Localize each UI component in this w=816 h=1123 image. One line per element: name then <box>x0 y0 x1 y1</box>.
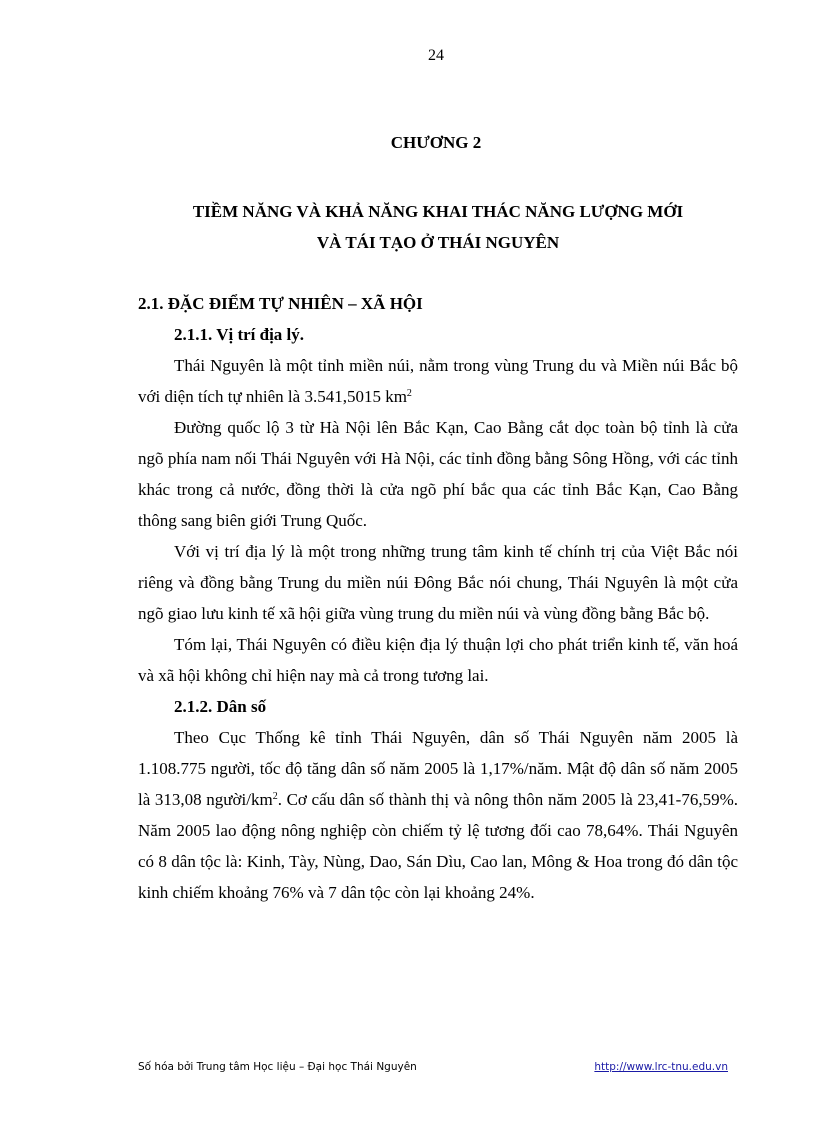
footer-credit: Số hóa bởi Trung tâm Học liệu – Đại học Thái Nguyên <box>138 1061 417 1073</box>
density-unit-superscript: 2 <box>272 791 278 802</box>
paragraph-population <box>138 722 738 908</box>
paragraph-highway: Đường quốc lộ 3 từ Hà Nội lên Bắc Kạn, Cao Bằng cắt dọc toàn bộ tỉnh là cửa ngõ phía nam nối Thái Nguyên với Hà Nội, các tỉnh đồng bằng Sông Hồng, với các tỉnh khác trong cả nước, đồng thời là cửa ngõ phí bắc qua các tỉnh Bắc Kạn, Cao Bằng thông sang biên giới Trung Quốc. <box>138 418 738 530</box>
section-heading-2-1: 2.1. ĐẶC ĐIỂM TỰ NHIÊN – XÃ HỘI <box>138 294 423 313</box>
chapter-title: CHƯƠNG 2 <box>390 133 482 152</box>
paragraph-summary: Tóm lại, Thái Nguyên có điều kiện địa lý thuận lợi cho phát triển kinh tế, văn hoá và xã hội không chỉ hiện nay mà cả trong tương lai. <box>138 635 738 685</box>
footer-website-link[interactable]: http://www.lrc-tnu.edu.vn <box>594 1061 728 1073</box>
paragraph-location-intro <box>138 350 738 412</box>
main-title-line-2: VÀ TÁI TẠO Ở THÁI NGUYÊN <box>316 233 560 252</box>
subsection-heading-2-1-1: 2.1.1. Vị trí địa lý. <box>174 325 305 344</box>
main-title-line-1: TIỀM NĂNG VÀ KHẢ NĂNG KHAI THÁC NĂNG LƯỢNG MỚI <box>192 202 684 221</box>
main-title <box>138 196 738 258</box>
paragraph-population-text-b: . Cơ cấu dân số thành thị và nông thôn năm 2005 là 23,41-76,59%. Năm 2005 lao động nông nghiệp còn chiếm tỷ lệ tương đối cao 78,64%. Thái Nguyên có 8 dân tộc là: Kinh, Tày, Nùng, Dao, Sán Dìu, Cao lan, Mông & Hoa trong đó dân tộc kinh chiếm khoảng 76% và 7 dân tộc còn lại khoảng 24%. <box>138 790 738 902</box>
paragraph-location-intro-text: Thái Nguyên là một tỉnh miền núi, nằm trong vùng Trung du và Miền núi Bắc bộ với diện tích tự nhiên là 3.541,5015 km <box>138 356 738 406</box>
subsection-heading-2-1-2: 2.1.2. Dân số <box>174 697 267 716</box>
paragraph-population-text-a: Theo Cục Thống kê tỉnh Thái Nguyên, dân số Thái Nguyên năm 2005 là 1.108.775 người, tốc độ tăng dân số năm 2005 là 1,17%/năm. Mật độ dân số năm 2005 là 313,08 người/km <box>138 728 738 809</box>
area-unit-superscript: 2 <box>406 388 412 399</box>
body-content <box>138 288 738 908</box>
page-number: 24 <box>428 47 444 64</box>
paragraph-economic-center: Với vị trí địa lý là một trong những trung tâm kinh tế chính trị của Việt Bắc nói riêng và đồng bằng Trung du miền núi Đông Bắc nói chung, Thái Nguyên là một cửa ngõ giao lưu kinh tế xã hội giữa vùng trung du miền núi và vùng đồng bằng Bắc bộ. <box>138 542 738 623</box>
